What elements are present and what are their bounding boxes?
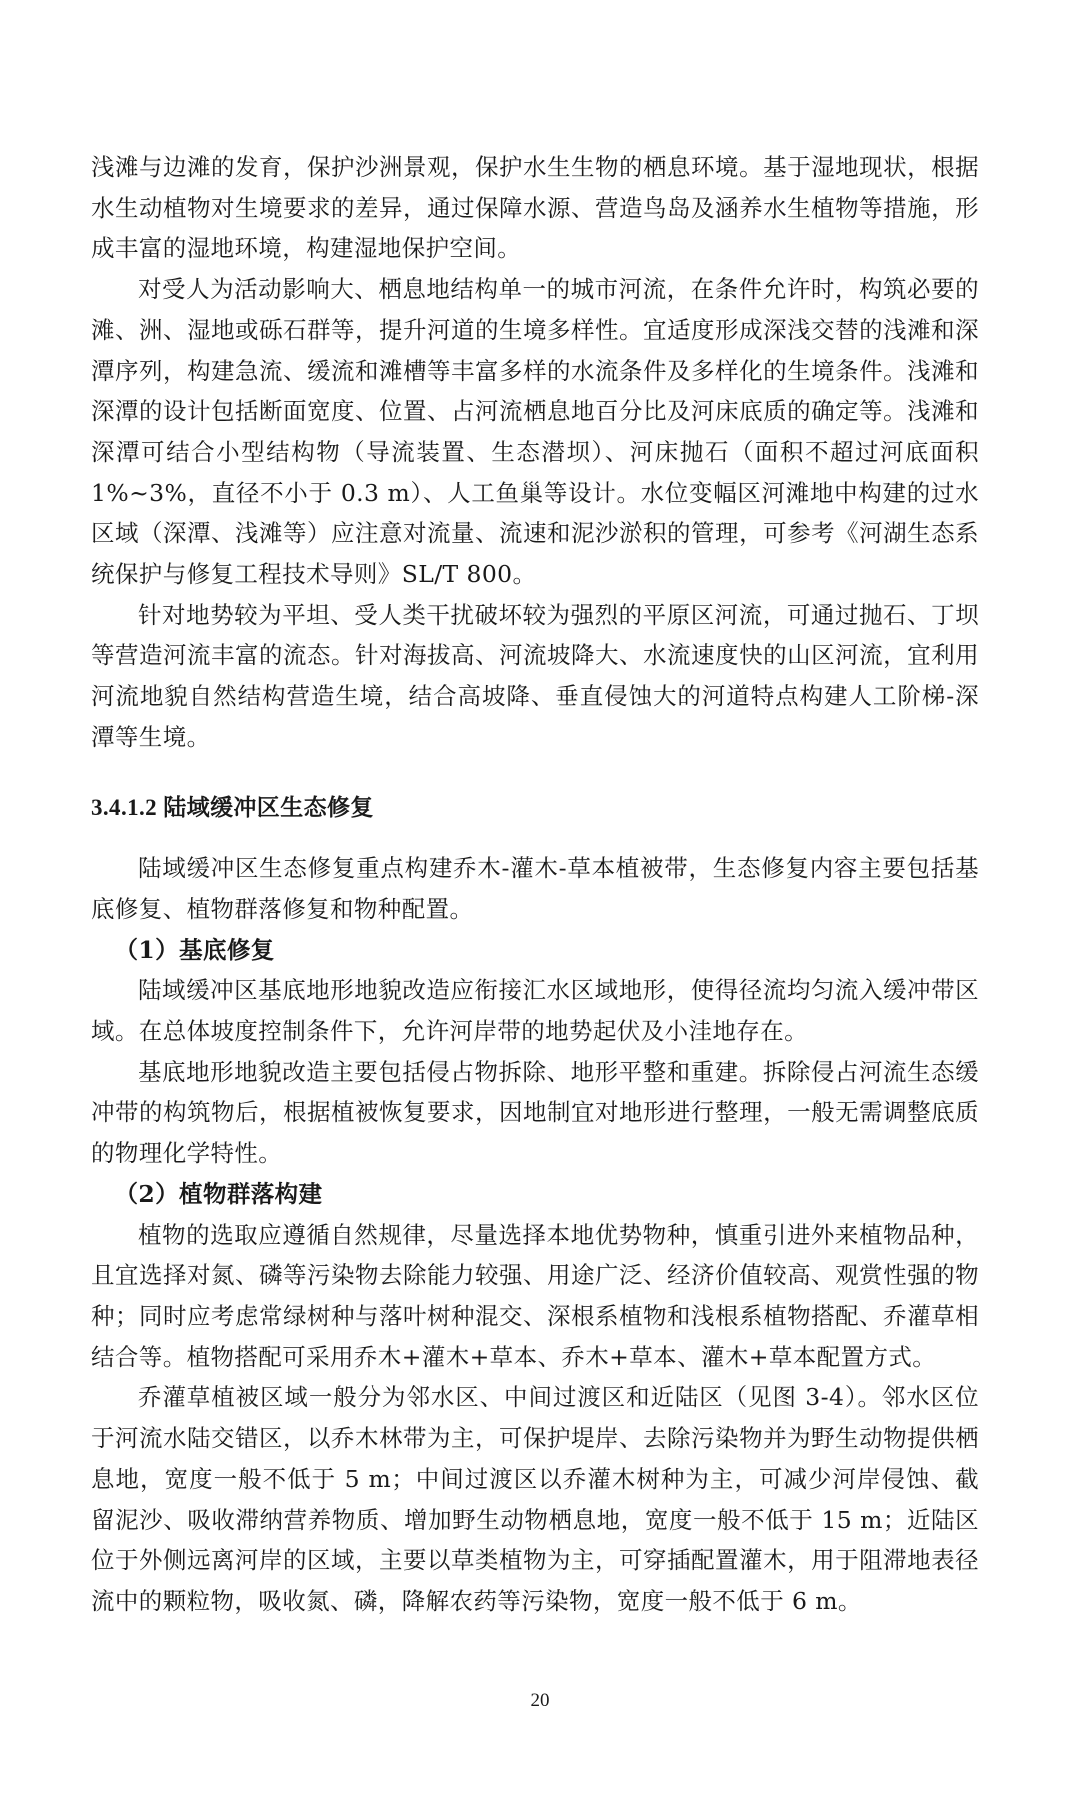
paragraph-vegetation-zones: 乔灌草植被区域一般分为邻水区、中间过渡区和近陆区（见图 3-4）。邻水区位于河流水陆交错区，以乔木林带为主，可保护堤岸、去除污染物并为野生动物提供栖息地，宽度一般不低于 5 m；中间过渡区以乔灌木树种为主，可减少河岸侵蚀、截留泥沙、吸收滞纳营养物质、增加野生动物栖息地，宽度一般不低于 15 m；近陆区位于外侧远离河岸的区域，主要以草类植物为主，可穿插配置灌木，用于阻滞地表径流中的颗粒物，吸收氮、磷，降解农药等污染物，宽度一般不低于 6 m。 — [91, 1383, 979, 1615]
subheading-plant-community: （2）植物群落构建 — [114, 1179, 323, 1208]
section-heading: 3.4.1.2 陆域缓冲区生态修复 — [91, 794, 374, 820]
page-number: 20 — [530, 1690, 550, 1711]
paragraph-plain-mountain-rivers: 针对地势较为平坦、受人类干扰破坏较为强烈的平原区河流，可通过抛石、丁坝等营造河流丰富的流态。针对海拔高、河流坡降大、水流速度快的山区河流，宜利用河流地貌自然结构营造生境，结合高坡降、垂直侵蚀大的河道特点构建人工阶梯-深潭等生境。 — [91, 600, 979, 751]
paragraph-urban-rivers: 对受人为活动影响大、栖息地结构单一的城市河流，在条件允许时，构筑必要的滩、洲、湿地或砾石群等，提升河道的生境多样性。宜适度形成深浅交替的浅滩和深潭序列，构建急流、缓流和滩槽等丰富多样的水流条件及多样化的生境条件。浅滩和深潭的设计包括断面宽度、位置、占河流栖息地百分比及河床底质的确定等。浅滩和深潭可结合小型结构物（导流装置、生态潜坝）、河床抛石（面积不超过河底面积 1%~3%，直径不小于 0.3 m）、人工鱼巢等设计。水位变幅区河滩地中构建的过水区域（深潭、浅滩等）应注意对流量、流速和泥沙淤积的管理，可参考《河湖生态系统保护与修复工程技术导则》SL/T 800。 — [91, 275, 979, 589]
paragraph-substrate-1: 陆域缓冲区基底地形地貌改造应衔接汇水区域地形，使得径流均匀流入缓冲带区域。在总体坡度控制条件下，允许河岸带的地势起伏及小洼地存在。 — [91, 976, 979, 1046]
paragraph-buffer-intro: 陆域缓冲区生态修复重点构建乔木-灌木-草本植被带，生态修复内容主要包括基底修复、植物群落修复和物种配置。 — [91, 854, 979, 923]
paragraph-plant-selection: 植物的选取应遵循自然规律，尽量选择本地优势物种，慎重引进外来植物品种，且宜选择对氮、磷等污染物去除能力较强、用途广泛、经济价值较高、观赏性强的物种；同时应考虑常绿树种与落叶树种混交、深根系植物和浅根系植物搭配、乔灌草相结合等。植物搭配可采用乔木+灌木+草本、乔木+草本、灌木+草本配置方式。 — [91, 1220, 979, 1371]
subheading-substrate: （1）基底修复 — [114, 935, 275, 964]
paragraph-continued: 浅滩与边滩的发育，保护沙洲景观，保护水生生物的栖息环境。基于湿地现状，根据水生动植物对生境要求的差异，通过保障水源、营造鸟岛及涵养水生植物等措施，形成丰富的湿地环境，构建湿地保护空间。 — [91, 153, 979, 263]
document-body — [91, 147, 979, 1622]
paragraph-substrate-2: 基底地形地貌改造主要包括侵占物拆除、地形平整和重建。拆除侵占河流生态缓冲带的构筑物后，根据植被恢复要求，因地制宜对地形进行整理，一般无需调整底质的物理化学特性。 — [91, 1057, 979, 1168]
